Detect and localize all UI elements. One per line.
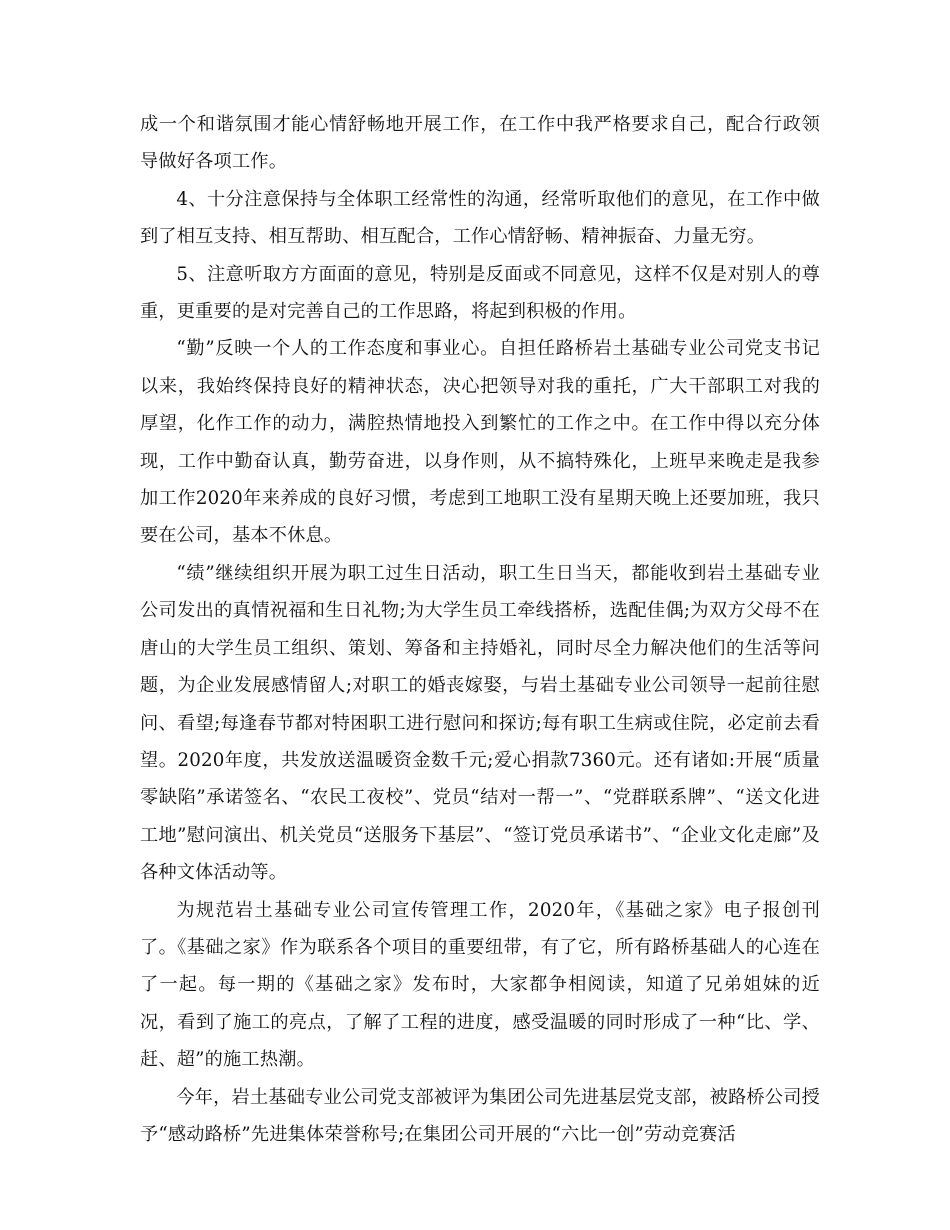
- paragraph: 为规范岩土基础专业公司宣传管理工作，2020年，《基础之家》电子报创刊了。《基础之家》作为联系各个项目的重要纽带，有了它，所有路桥基础人的心连在了一起。每一期的《基础之家》发布时，大家都争相阅读，知道了兄弟姐妹的近况，看到了施工的亮点，了解了工程的进度，感受温暖的同时形成了一种“比、学、赶、超”的施工热潮。: [140, 899, 820, 1071]
- paragraph: 5、注意听取方方面面的意见，特别是反面或不同意见，这样不仅是对别人的尊重，更重要的是对完善自己的工作思路，将起到积极的作用。: [140, 263, 820, 323]
- paragraph: 成一个和谐氛围才能心情舒畅地开展工作，在工作中我严格要求自己，配合行政领导做好各项工作。: [140, 114, 820, 173]
- paragraph: 今年，岩土基础专业公司党支部被评为集团公司先进基层党支部，被路桥公司授予“感动路桥”先进集体荣誉称号;在集团公司开展的“六比一创”劳动竞赛活: [140, 1086, 820, 1145]
- paragraph: “绩”继续组织开展为职工过生日活动，职工生日当天，都能收到岩土基础专业公司发出的真情祝福和生日礼物;为大学生员工牵线搭桥，选配佳偶;为双方父母不在唐山的大学生员工组织、策划、筹备和主持婚礼，同时尽全力解决他们的生活等问题，为企业发展感情留人;对职工的婚丧嫁娶，与岩土基础专业公司领导一起前往慰问、看望;每逢春节都对特困职工进行慰问和探访;每有职工生病或住院，必定前去看望。2020年度，共发放送温暖资金数千元;爱心捐款7360元。还有诸如:开展“质量零缺陷”承诺签名、“农民工夜校”、党员“结对一帮一”、“党群联系牌”、“送文化进工地”慰问演出、机关党员“送服务下基层”、“签订党员承诺书”、“企业文化走廊”及各种文体活动等。: [140, 562, 820, 884]
- paragraph: “勤”反映一个人的工作态度和事业心。自担任路桥岩土基础专业公司党支书记以来，我始终保持良好的精神状态，决心把领导对我的重托，广大干部职工对我的厚望，化作工作的动力，满腔热情地投入到繁忙的工作之中。在工作中得以充分体现，工作中勤奋认真，勤劳奋进，以身作则，从不搞特殊化，上班早来晚走是我参加工作2020年来养成的良好习惯，考虑到工地职工没有星期天晚上还要加班，我只要在公司，基本不休息。: [140, 338, 820, 547]
- paragraph: 4、十分注意保持与全体职工经常性的沟通，经常听取他们的意见，在工作中做到了相互支持、相互帮助、相互配合，工作心情舒畅、精神振奋、力量无穷。: [140, 188, 820, 248]
- document-body: [140, 106, 820, 1153]
